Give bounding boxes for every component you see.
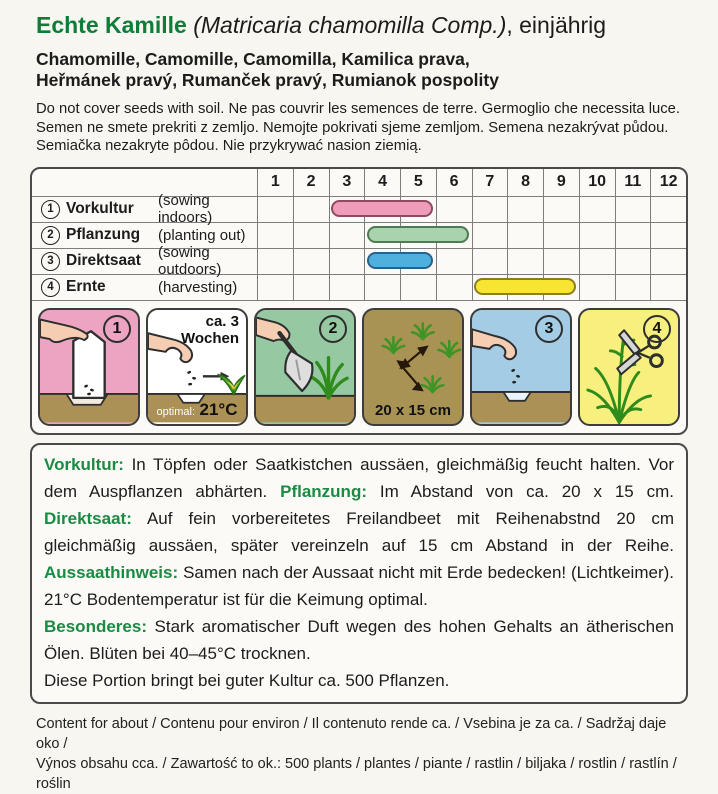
row-label-en: (sowing indoors) — [158, 192, 213, 226]
month-header-cell: 5 — [400, 169, 436, 196]
calendar-box — [30, 167, 688, 435]
instruction-paragraph: Besonderes: Stark aromatischer Duft wegen des hohen Gehalts an ätherischen Ölen. Blüten bei 40–45°C trocknen. — [44, 616, 674, 663]
latin-name: (Matricaria chamomilla Comp.) — [193, 12, 507, 38]
keyword: Pflanzung: — [280, 481, 367, 501]
pictogram-sowing-indoors — [38, 308, 140, 426]
synonym-line: Heřmánek pravý, Rumanček pravý, Rumianok pospolity — [36, 70, 499, 90]
content-note-line: Content for about / Contenu pour environ / Il contenuto rende ca. / Vsebina je za ca. / Sadržaj daje oko / — [36, 715, 667, 752]
month-cell — [615, 197, 651, 222]
step-number-badge: 4 — [643, 315, 671, 343]
month-header-cell: 2 — [293, 169, 329, 196]
keyword: Direktsaat: — [44, 508, 132, 528]
optimal-temperature: optimal: 21°C — [156, 399, 238, 419]
row-number-badge: 2 — [41, 226, 60, 245]
calendar-row-pflanzung — [32, 222, 686, 248]
calendar-header-row — [32, 169, 686, 196]
pflanzung-bar — [367, 226, 469, 243]
month-cell — [579, 249, 615, 274]
germination-caption: ca. 3 Wochen — [180, 312, 239, 347]
month-cell — [436, 197, 472, 222]
month-header-cell: 1 — [270, 173, 280, 190]
month-cell — [650, 249, 686, 274]
month-cell — [615, 275, 651, 300]
pictogram-plant-spacing — [362, 308, 464, 426]
month-cell — [329, 275, 365, 300]
month-cell — [543, 223, 579, 248]
row-label-en: (planting out) — [158, 226, 246, 244]
month-cell — [472, 197, 508, 222]
month-cell — [293, 275, 329, 300]
month-header-cell: 7 — [472, 169, 508, 196]
note-line: Do not cover seeds with soil. Ne pas couvrir les semences de terre. Germoglio che necessita luce. — [36, 101, 680, 117]
instruction-paragraph: Aussaathinweis: Samen nach der Aussaat nicht mit Erde bedecken! (Lichtkeimer). 21°C Bodentemperatur ist für die Keimung optimal. — [44, 562, 674, 609]
month-header-cell: 3 — [329, 169, 365, 196]
month-cell — [258, 249, 293, 274]
pictogram-germination-time — [146, 308, 248, 426]
row-number-badge: 1 — [41, 200, 60, 219]
content-note — [36, 714, 688, 794]
month-cell — [507, 249, 543, 274]
row-label-de: Ernte — [66, 278, 106, 295]
note-line: Semen ne smete prekriti z zemljo. Nemojte pokrivati sjeme zemljom. Semena nezakrývat půdou. — [36, 119, 669, 136]
keyword: Aussaathinweis: — [44, 562, 179, 582]
month-header-cell: 4 — [364, 169, 400, 196]
month-cell — [258, 275, 293, 300]
month-cell — [293, 197, 329, 222]
instruction-paragraph: Vorkultur: In Töpfen oder Saatkistchen aussäen, gleichmäßig feucht halten. Vor dem Auspflanzen abhärten. Pflanzung: Im Abstand von ca. 20 x 15 cm. — [44, 454, 674, 501]
calendar-row-vorkultur — [32, 192, 686, 226]
month-cell — [329, 249, 365, 274]
row-label-de: Pflanzung — [66, 226, 141, 243]
instruction-paragraph: Direktsaat: Auf fein vorbereitetes Freilandbeet mit Reihenabstnd 20 cm gleichmäßig aussäen, später vereinzeln auf 15 cm Abstand in der Reihe. — [44, 508, 674, 555]
direktsaat-bar — [367, 252, 433, 269]
month-cell — [258, 223, 293, 248]
month-cell — [615, 223, 651, 248]
month-strip — [257, 197, 686, 222]
content-note-line: Výnos obsahu cca. / Zawartość to ok.: 500 plants / plantes / piante / rastlin / biljaka / rostlin / rastlín / roślin — [36, 755, 677, 792]
month-cell — [579, 223, 615, 248]
synonym-line: Chamomille, Camomille, Camomilla, Kamilica prava, — [36, 49, 470, 69]
instructions-box — [30, 443, 688, 704]
calendar-row-ernte — [32, 274, 686, 300]
synonym-names — [36, 49, 688, 91]
month-strip — [257, 249, 686, 274]
ernte-bar — [474, 278, 576, 295]
month-cell — [650, 275, 686, 300]
step-number-badge: 3 — [535, 315, 563, 343]
month-header-cell: 10 — [579, 169, 615, 196]
month-cell — [364, 275, 400, 300]
month-header-cell: 6 — [436, 169, 472, 196]
month-cell — [472, 223, 508, 248]
month-cell — [436, 275, 472, 300]
month-cell — [472, 249, 508, 274]
page-title — [36, 12, 688, 39]
month-cell — [507, 197, 543, 222]
row-label-de: Vorkultur — [66, 200, 134, 217]
month-cell — [400, 275, 436, 300]
month-strip — [257, 275, 686, 300]
step-number-badge: 1 — [103, 315, 131, 343]
month-cell — [293, 249, 329, 274]
month-header-cell: 11 — [615, 169, 651, 196]
step-number-badge: 2 — [319, 315, 347, 343]
title-suffix: , einjährig — [506, 12, 607, 38]
vorkultur-bar — [331, 200, 433, 217]
month-cell — [258, 197, 293, 222]
pictogram-row — [32, 301, 686, 433]
row-number-badge: 4 — [41, 278, 60, 297]
month-cell — [329, 223, 365, 248]
row-label-de: Direktsaat — [66, 252, 141, 269]
month-cell — [650, 223, 686, 248]
calendar-row-direktsaat — [32, 244, 686, 278]
pictogram-planting-out — [254, 308, 356, 426]
keyword: Besonderes: — [44, 616, 147, 636]
keyword: Vorkultur: — [44, 454, 124, 474]
yield-note: Diese Portion bringt bei guter Kultur ca. 500 Pflanzen. — [44, 670, 450, 690]
month-cell — [650, 197, 686, 222]
spacing-text: 20 x 15 cm — [375, 401, 451, 419]
row-label-en: (sowing outdoors) — [158, 244, 222, 278]
month-cell — [507, 223, 543, 248]
month-cell — [543, 197, 579, 222]
note-line: Semiačka nezakryte pôdou. Nie przykrywać nasion ziemią. — [36, 138, 422, 154]
row-label-en: (harvesting) — [158, 278, 238, 296]
month-header-cell: 8 — [507, 169, 543, 196]
month-strip — [257, 223, 686, 248]
plant-name: Echte Kamille — [36, 12, 187, 38]
sowing-calendar-table — [32, 169, 686, 301]
multilingual-note — [36, 100, 688, 156]
row-number-badge: 3 — [41, 252, 60, 271]
month-cell — [579, 197, 615, 222]
month-cell — [579, 275, 615, 300]
month-cell — [615, 249, 651, 274]
month-cell — [436, 249, 472, 274]
month-header-cell: 12 — [650, 169, 686, 196]
month-cell — [293, 223, 329, 248]
pictogram-harvest — [578, 308, 680, 426]
month-header-strip — [257, 169, 686, 196]
month-cell — [543, 249, 579, 274]
month-header-cell: 9 — [543, 169, 579, 196]
pictogram-sowing-outdoors — [470, 308, 572, 426]
